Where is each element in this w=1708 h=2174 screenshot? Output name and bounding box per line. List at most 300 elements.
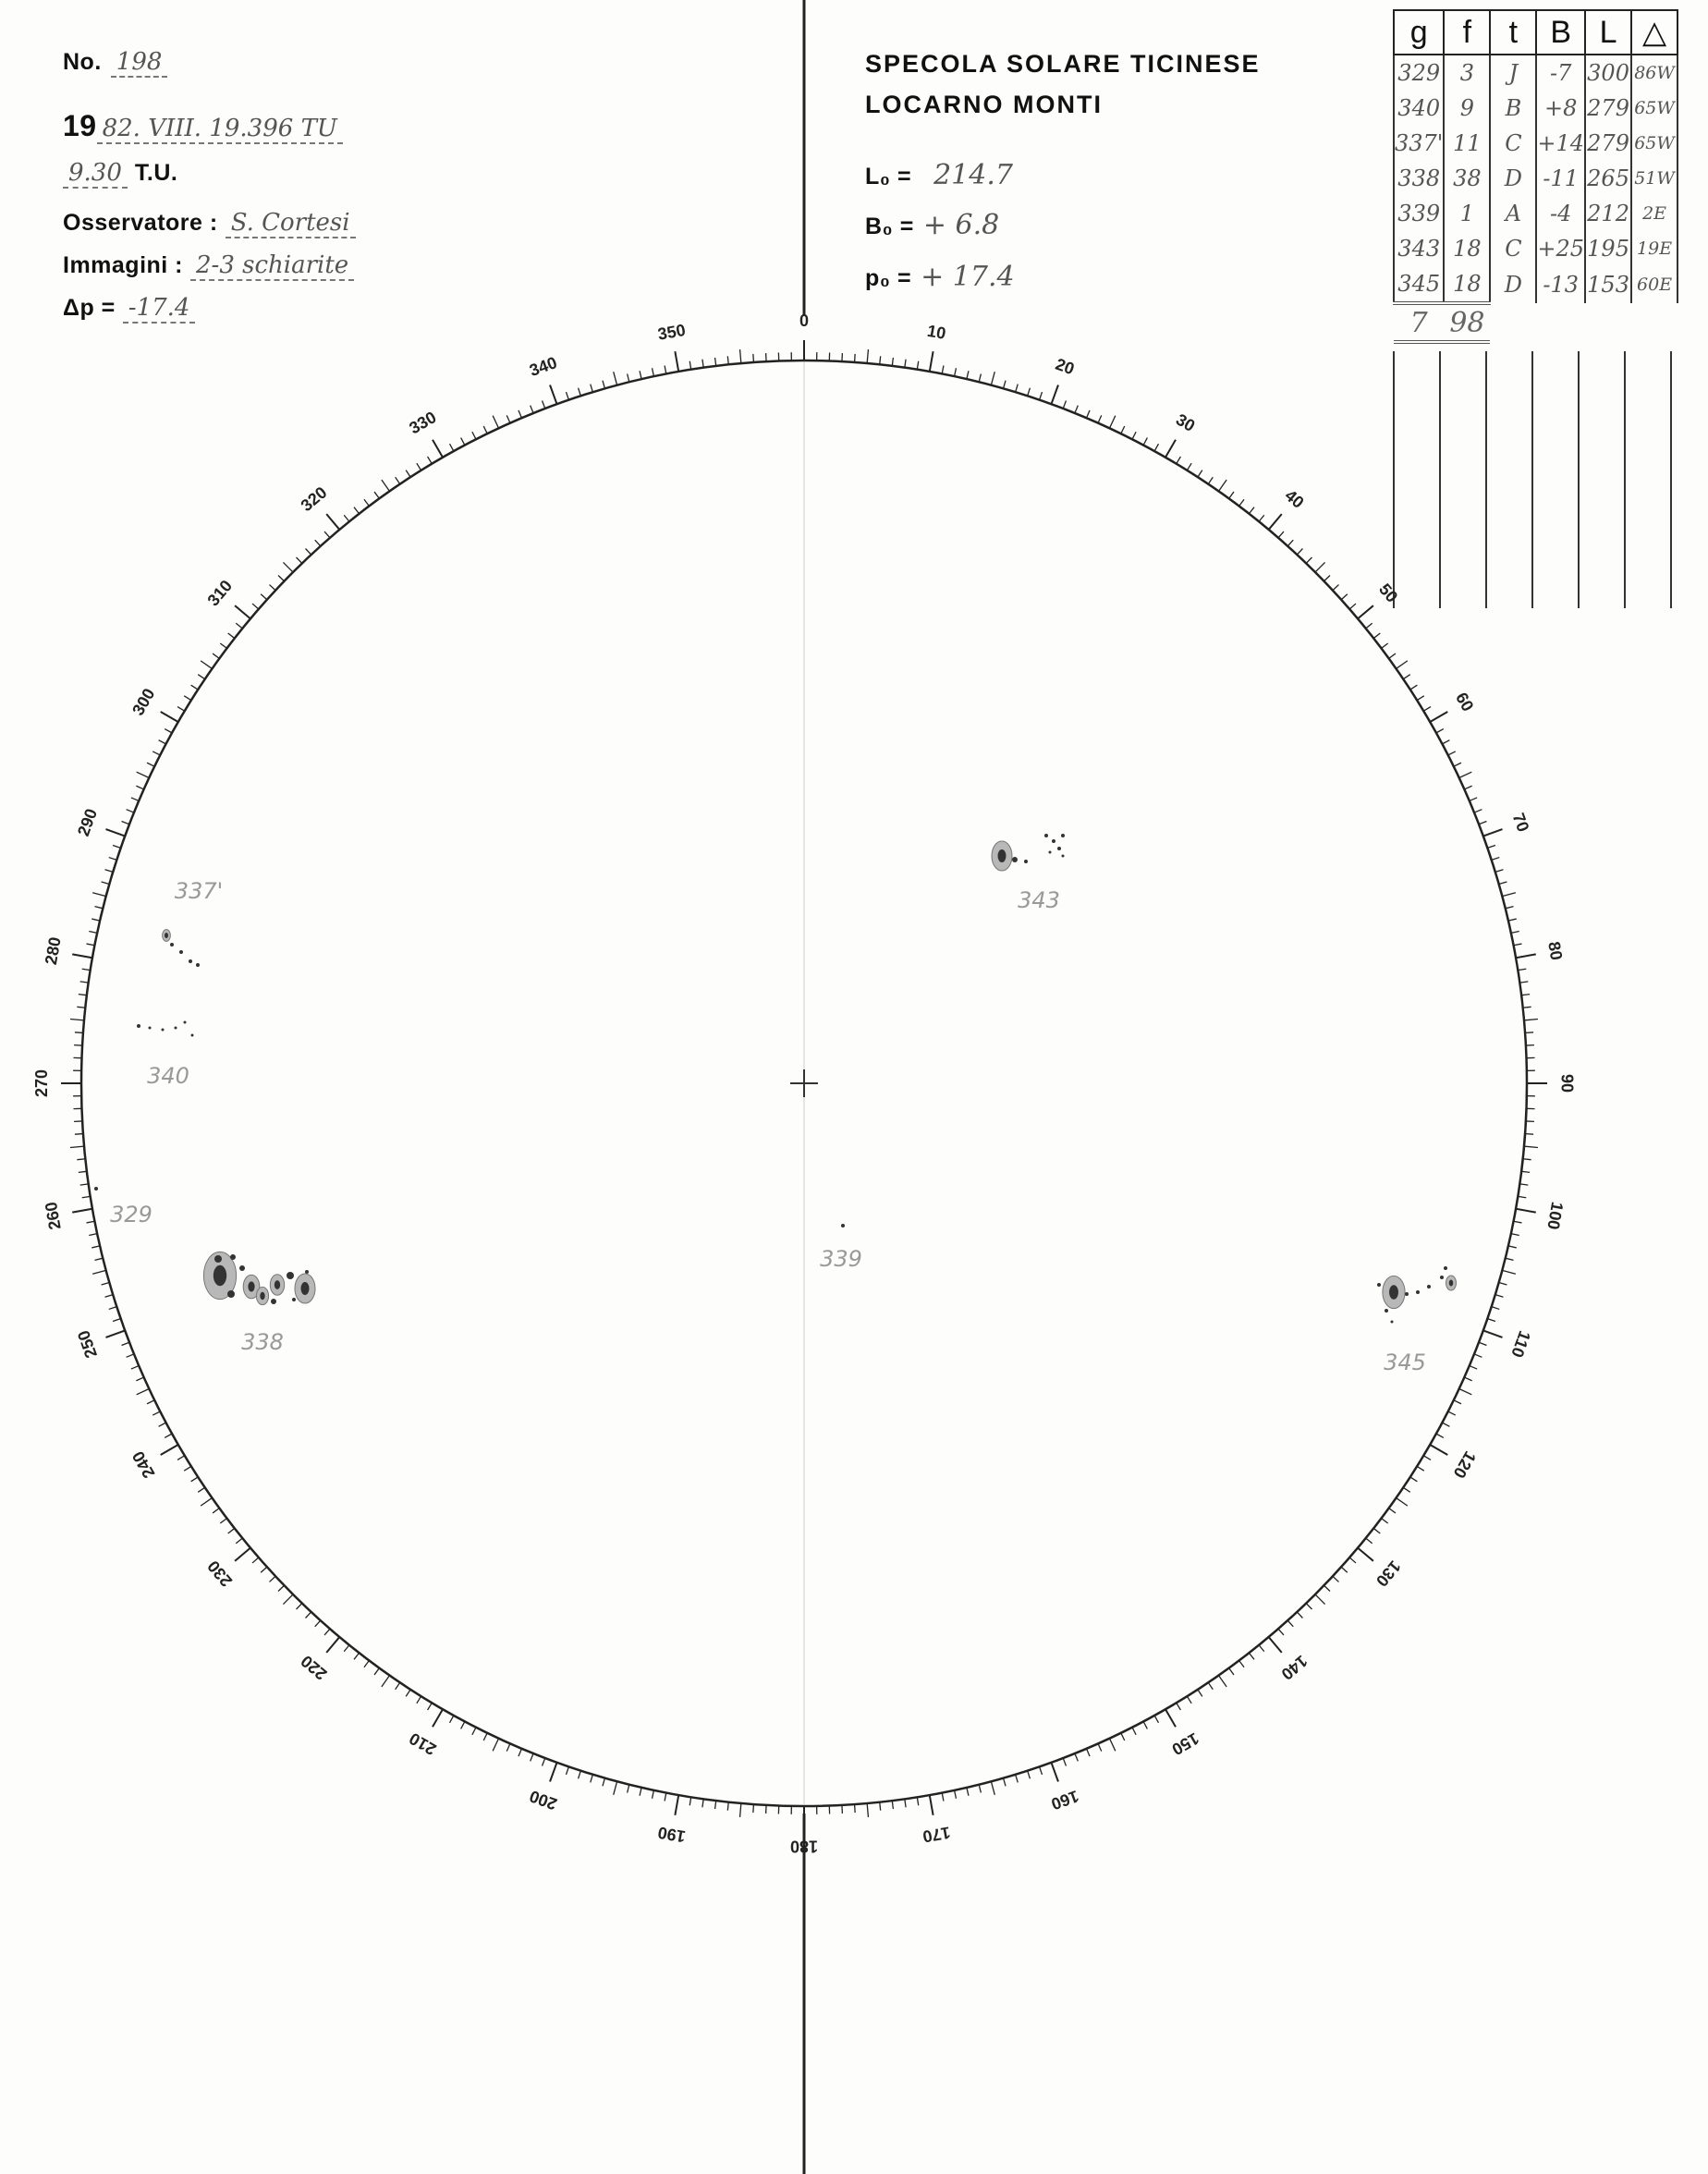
limb-tick [1333,585,1339,591]
limb-tick [326,514,339,530]
limb-tick [191,685,199,690]
limb-tick [137,772,150,777]
limb-tick [1229,492,1234,498]
limb-tick [1442,740,1449,744]
limb-tick [917,361,918,370]
table-cell-L: 279 [1585,91,1631,126]
limb-tick [1423,707,1431,712]
limb-tick-label: 250 [73,1327,102,1361]
limb-tick [1198,470,1202,478]
limb-tick [1519,982,1528,983]
limb-tick [1154,444,1158,451]
limb-tick [493,416,498,429]
date-value: 82. VIII. 19.396 TU [97,115,343,144]
sunspot-umbra [260,1292,264,1300]
limb-tick [892,1801,893,1809]
limb-tick [1004,381,1006,389]
limb-tick [92,919,100,921]
limb-tick [566,392,568,400]
limb-tick [75,1032,83,1033]
limb-tick [1269,514,1282,530]
sunspot-pore [137,1024,140,1028]
table-cell-f: 18 [1444,266,1490,303]
limb-tick [1459,772,1472,777]
limb-tick [1464,786,1471,789]
table-cell-L: 265 [1585,161,1631,196]
limb-tick [628,373,629,382]
limb-tick [1417,1466,1424,1471]
limb-tick [1063,1758,1066,1765]
limb-tick [433,1709,443,1727]
limb-tick [428,457,433,464]
limb-tick [1389,1508,1396,1513]
limb-tick [1525,1032,1533,1033]
observer-label: Osservatore : [63,210,218,236]
limb-tick [1087,1749,1091,1756]
limb-tick [1219,480,1227,491]
limb-tick [1487,845,1495,848]
limb-tick [591,1775,593,1783]
limb-tick [855,1804,856,1813]
limb-tick [1523,1159,1531,1160]
limb-tick-label: 160 [1048,1786,1081,1814]
limb-tick [87,944,95,946]
col-header-B: B [1536,10,1585,55]
limb-tick [1410,1477,1418,1482]
table-cell-g: 338 [1394,161,1444,196]
param-L0-value: 214.7 [933,159,1013,191]
limb-tick [653,368,654,376]
limb-tick [94,907,103,909]
limb-tick-label: 260 [41,1200,65,1231]
limb-tick-label: 50 [1375,580,1402,606]
table-cell-g: 339 [1394,196,1444,231]
limb-tick [603,1778,604,1787]
limb-tick-label: 40 [1281,485,1308,512]
table-cell-f: 18 [1444,231,1490,266]
limb-tick [236,623,242,629]
limb-tick-label: 190 [656,1823,688,1847]
limb-tick [89,932,97,934]
limb-tick [1397,661,1408,669]
limb-tick [184,696,191,701]
limb-tick [105,1295,114,1298]
limb-tick [753,354,754,362]
sunspot-pore [305,1270,309,1274]
table-cell-B: -11 [1536,161,1585,196]
limb-tick [1075,406,1078,413]
limb-tick [228,633,235,639]
sunspot-pore [179,950,183,954]
limb-tick [1098,415,1102,422]
limb-tick [1259,1645,1264,1652]
limb-tick [252,1557,259,1563]
limb-tick [1514,1221,1522,1223]
limb-tick [1306,1604,1312,1609]
limb-tick [122,822,129,824]
limb-tick [967,371,969,379]
limb-tick [159,740,166,744]
limb-tick [566,1766,568,1775]
limb-tick [113,1319,121,1322]
limb-tick [991,1781,994,1794]
sunspot-pore [184,1021,187,1024]
table-cell-g: 343 [1394,231,1444,266]
limb-tick [102,1283,110,1285]
limb-tick [1349,604,1356,609]
limb-tick [364,1661,369,1667]
table-cell-B: -13 [1536,266,1585,303]
time-unit: T.U. [134,160,178,186]
limb-tick [94,1258,103,1260]
table-cell-△: 19E [1631,231,1678,266]
limb-tick [1121,1733,1125,1740]
limb-tick [1315,562,1325,572]
limb-tick [1324,1585,1330,1591]
limb-tick [131,798,139,801]
limb-tick [740,1803,741,1817]
limb-tick [1382,643,1388,648]
limb-tick [1366,623,1372,629]
table-cell-g: 329 [1394,55,1444,91]
limb-tick [1487,1319,1495,1322]
sheet-number-label: No. [63,49,102,75]
table-cell-B: +14 [1536,126,1585,161]
sunspot-group-label: 329 [110,1202,152,1227]
table-cell-L: 300 [1585,55,1631,91]
limb-tick [406,470,410,478]
limb-tick [880,1802,881,1811]
limb-tick [640,371,641,379]
limb-tick [1109,1739,1115,1752]
limb-tick-label: 330 [406,408,440,438]
sunspot-pore [1012,857,1018,862]
limb-tick [344,1645,349,1652]
sunspot-group [137,1021,194,1037]
limb-tick [213,653,219,658]
limb-tick [905,360,906,368]
limb-tick [1239,499,1244,506]
limb-tick [417,463,421,470]
limb-tick [1516,954,1536,958]
sunspot-pore [1444,1266,1447,1270]
limb-tick [979,373,981,382]
limb-tick [406,1690,410,1697]
limb-tick [198,675,204,679]
sunspot-umbra [274,1280,280,1289]
limb-tick [82,969,91,970]
limb-tick [1229,1668,1234,1675]
limb-tick [867,1803,868,1817]
limb-tick [306,1612,311,1618]
limb-tick [228,1528,235,1533]
limb-tick [152,751,160,755]
limb-tick-label: 220 [297,1651,331,1684]
limb-tick [1249,1653,1254,1659]
limb-tick [1187,463,1191,470]
limb-tick [483,1733,487,1740]
limb-tick [220,643,226,648]
limb-tick [1004,1778,1006,1787]
limb-tick [1430,712,1447,722]
limb-tick [105,1330,125,1337]
table-cell-B: -7 [1536,55,1585,91]
limb-tick [1239,1661,1244,1667]
limb-tick [306,548,311,555]
limb-tick [1165,1709,1176,1727]
limb-tick [1470,798,1477,801]
limb-tick [201,661,212,669]
sunspot-pore [94,1187,98,1191]
limb-tick [579,1771,581,1779]
limb-tick [77,1007,85,1008]
limb-tick [1474,810,1482,812]
limb-tick [1479,822,1486,824]
limb-tick [161,1445,178,1455]
limb-tick [1511,932,1519,934]
limb-tick [472,432,476,439]
table-cell-g: 337' [1394,126,1444,161]
limb-tick [235,1548,250,1561]
delta-p-label: Δp = [63,295,116,321]
limb-tick [261,594,267,600]
limb-tick [1208,1682,1213,1689]
limb-tick [278,1585,284,1591]
table-cell-t: C [1490,231,1536,266]
institution-name: SPECOLA SOLARE TICINESE [865,50,1261,78]
limb-tick [1132,1728,1136,1735]
limb-tick [109,858,117,861]
limb-tick [147,763,154,766]
limb-tick [603,381,604,389]
sunspot-pore [1052,839,1055,843]
limb-tick [354,1653,360,1659]
limb-tick [428,1703,433,1710]
limb-tick [1349,1557,1356,1563]
limb-tick [930,1795,933,1815]
sunspot-pore [1377,1283,1381,1287]
limb-tick [1508,1246,1517,1248]
limb-tick [354,507,360,514]
limb-tick [543,1758,545,1765]
limb-tick-label: 210 [406,1728,440,1759]
limb-tick [102,882,110,884]
limb-tick [450,444,454,451]
limb-tick [92,893,105,897]
limb-tick [1502,1270,1515,1274]
limb-tick-label: 320 [297,482,331,516]
sunspot-pore [162,1029,165,1032]
limb-tick [1499,1283,1507,1285]
limb-tick [1410,685,1418,690]
limb-tick [967,1788,969,1796]
limb-tick [92,1270,105,1274]
limb-tick [127,810,134,812]
limb-tick [1051,1763,1058,1782]
limb-tick [1506,907,1514,909]
limb-tick [955,368,957,376]
limb-tick [715,358,716,366]
sunspot-pore [189,959,192,963]
limb-tick [1521,1171,1530,1172]
table-cell-f: 11 [1444,126,1490,161]
limb-tick [433,440,443,458]
limb-tick [1109,416,1115,429]
table-cell-△: 2E [1631,196,1678,231]
sunspot-umbra [998,849,1006,862]
limb-tick [727,1802,728,1811]
limb-tick [1333,1576,1339,1582]
limb-tick [127,1354,134,1357]
table-cell-t: C [1490,126,1536,161]
table-cell-f: 38 [1444,161,1490,196]
limb-tick [531,406,533,413]
limb-tick [614,372,617,385]
limb-tick [278,576,284,581]
limb-tick [1016,1775,1019,1783]
limb-tick [675,351,678,372]
limb-tick [1143,1721,1147,1728]
limb-tick [543,401,545,409]
limb-tick [979,1785,981,1793]
table-cell-g: 345 [1394,266,1444,303]
limb-tick [665,1793,666,1801]
total-groups: 7 [1394,303,1444,342]
limb-tick [1208,477,1213,483]
limb-tick [1028,1771,1031,1779]
limb-tick [450,1716,454,1723]
table-cell-L: 212 [1585,196,1631,231]
limb-tick-label: 300 [128,685,159,719]
limb-tick [1436,729,1444,733]
sunspot-umbra [248,1281,254,1291]
limb-tick [653,1790,654,1799]
limb-tick-label: 90 [1557,1073,1577,1093]
limb-tick-label: 230 [203,1557,237,1591]
limb-tick [324,531,330,538]
limb-tick [689,1797,690,1805]
sunspot-group-label: 340 [147,1063,189,1089]
sunspot-group [841,1224,845,1227]
limb-tick [382,480,390,491]
sunspot-pore [1044,834,1048,837]
limb-tick [105,870,114,873]
limb-tick [665,366,666,374]
sunspot-pore [1057,847,1061,850]
center-cross [790,1069,818,1097]
sunspot-pore [1416,1290,1420,1294]
limb-tick [1016,385,1019,393]
limb-tick [1358,605,1373,618]
limb-tick [87,1221,95,1223]
limb-tick [220,1519,226,1523]
limb-tick-label: 110 [1507,1328,1534,1361]
limb-tick-label: 340 [527,352,560,381]
table-cell-L: 279 [1585,126,1631,161]
table-cell-t: D [1490,266,1536,303]
limb-tick [991,372,994,385]
limb-tick [1430,1445,1447,1455]
limb-tick [591,385,593,393]
institution-location: LOCARNO MONTI [865,91,1103,118]
table-cell-△: 60E [1631,266,1678,303]
limb-tick [79,1171,87,1172]
limb-tick [72,954,92,958]
limb-tick [1525,1134,1533,1135]
limb-tick [80,982,89,983]
limb-tick [297,557,302,563]
limb-tick [201,1498,212,1507]
limb-tick [1470,1366,1477,1370]
limb-tick-label: 180 [789,1837,819,1856]
limb-tick [261,1567,267,1572]
limb-tick [1278,1629,1284,1635]
limb-tick [461,1721,465,1728]
limb-tick [1499,882,1507,884]
sunspot-pore [227,1290,235,1298]
images-value: 2-3 schiarite [190,251,354,281]
limb-tick-label: 240 [128,1447,159,1482]
total-spots: 98 [1444,303,1490,342]
sunspot-pore [271,1299,276,1304]
sunspot-pore [149,1027,152,1030]
sunspot-pore [1061,834,1065,837]
limb-tick-label: 290 [73,806,102,839]
limb-tick [867,349,868,363]
images-label: Immagini : [63,252,184,278]
limb-tick [614,1781,617,1794]
limb-tick [493,1739,498,1752]
limb-tick [417,1696,421,1704]
sunspot-group-label: 345 [1384,1350,1426,1375]
limb-tick-label: 120 [1449,1447,1480,1482]
limb-tick [1341,594,1348,600]
limb-tick [1198,1690,1202,1697]
limb-tick [1373,633,1380,639]
limb-tick [1063,401,1066,409]
table-cell-B: +8 [1536,91,1585,126]
sunspot-pore [292,1298,296,1301]
limb-tick [1479,1342,1486,1345]
limb-tick [109,1307,117,1310]
sunspot-pore [170,943,174,947]
limb-tick [1154,1716,1158,1723]
limb-tick [740,349,741,363]
limb-tick [165,1434,172,1437]
limb-tick [518,410,522,418]
sunspot-group [94,1187,98,1191]
limb-tick-label: 200 [527,1786,560,1814]
limb-tick [1436,1434,1444,1437]
limb-tick [1075,1753,1078,1761]
col-header-L: L [1585,10,1631,55]
sunspot-umbra [1389,1285,1398,1299]
col-header-delta: △ [1631,10,1678,55]
limb-tick [191,1477,199,1482]
sunspot-umbra [301,1282,310,1295]
limb-tick [1324,576,1330,581]
limb-tick [930,351,933,372]
limb-tick [1417,696,1424,701]
limb-tick [269,585,275,591]
limb-tick [1464,1377,1471,1381]
table-cell-t: D [1490,161,1536,196]
limb-tick [1177,1703,1181,1710]
col-header-g: g [1394,10,1444,55]
param-B0-value: + 6.8 [922,209,1000,241]
limb-tick-label: 100 [1543,1200,1568,1231]
limb-tick [1341,1567,1348,1572]
